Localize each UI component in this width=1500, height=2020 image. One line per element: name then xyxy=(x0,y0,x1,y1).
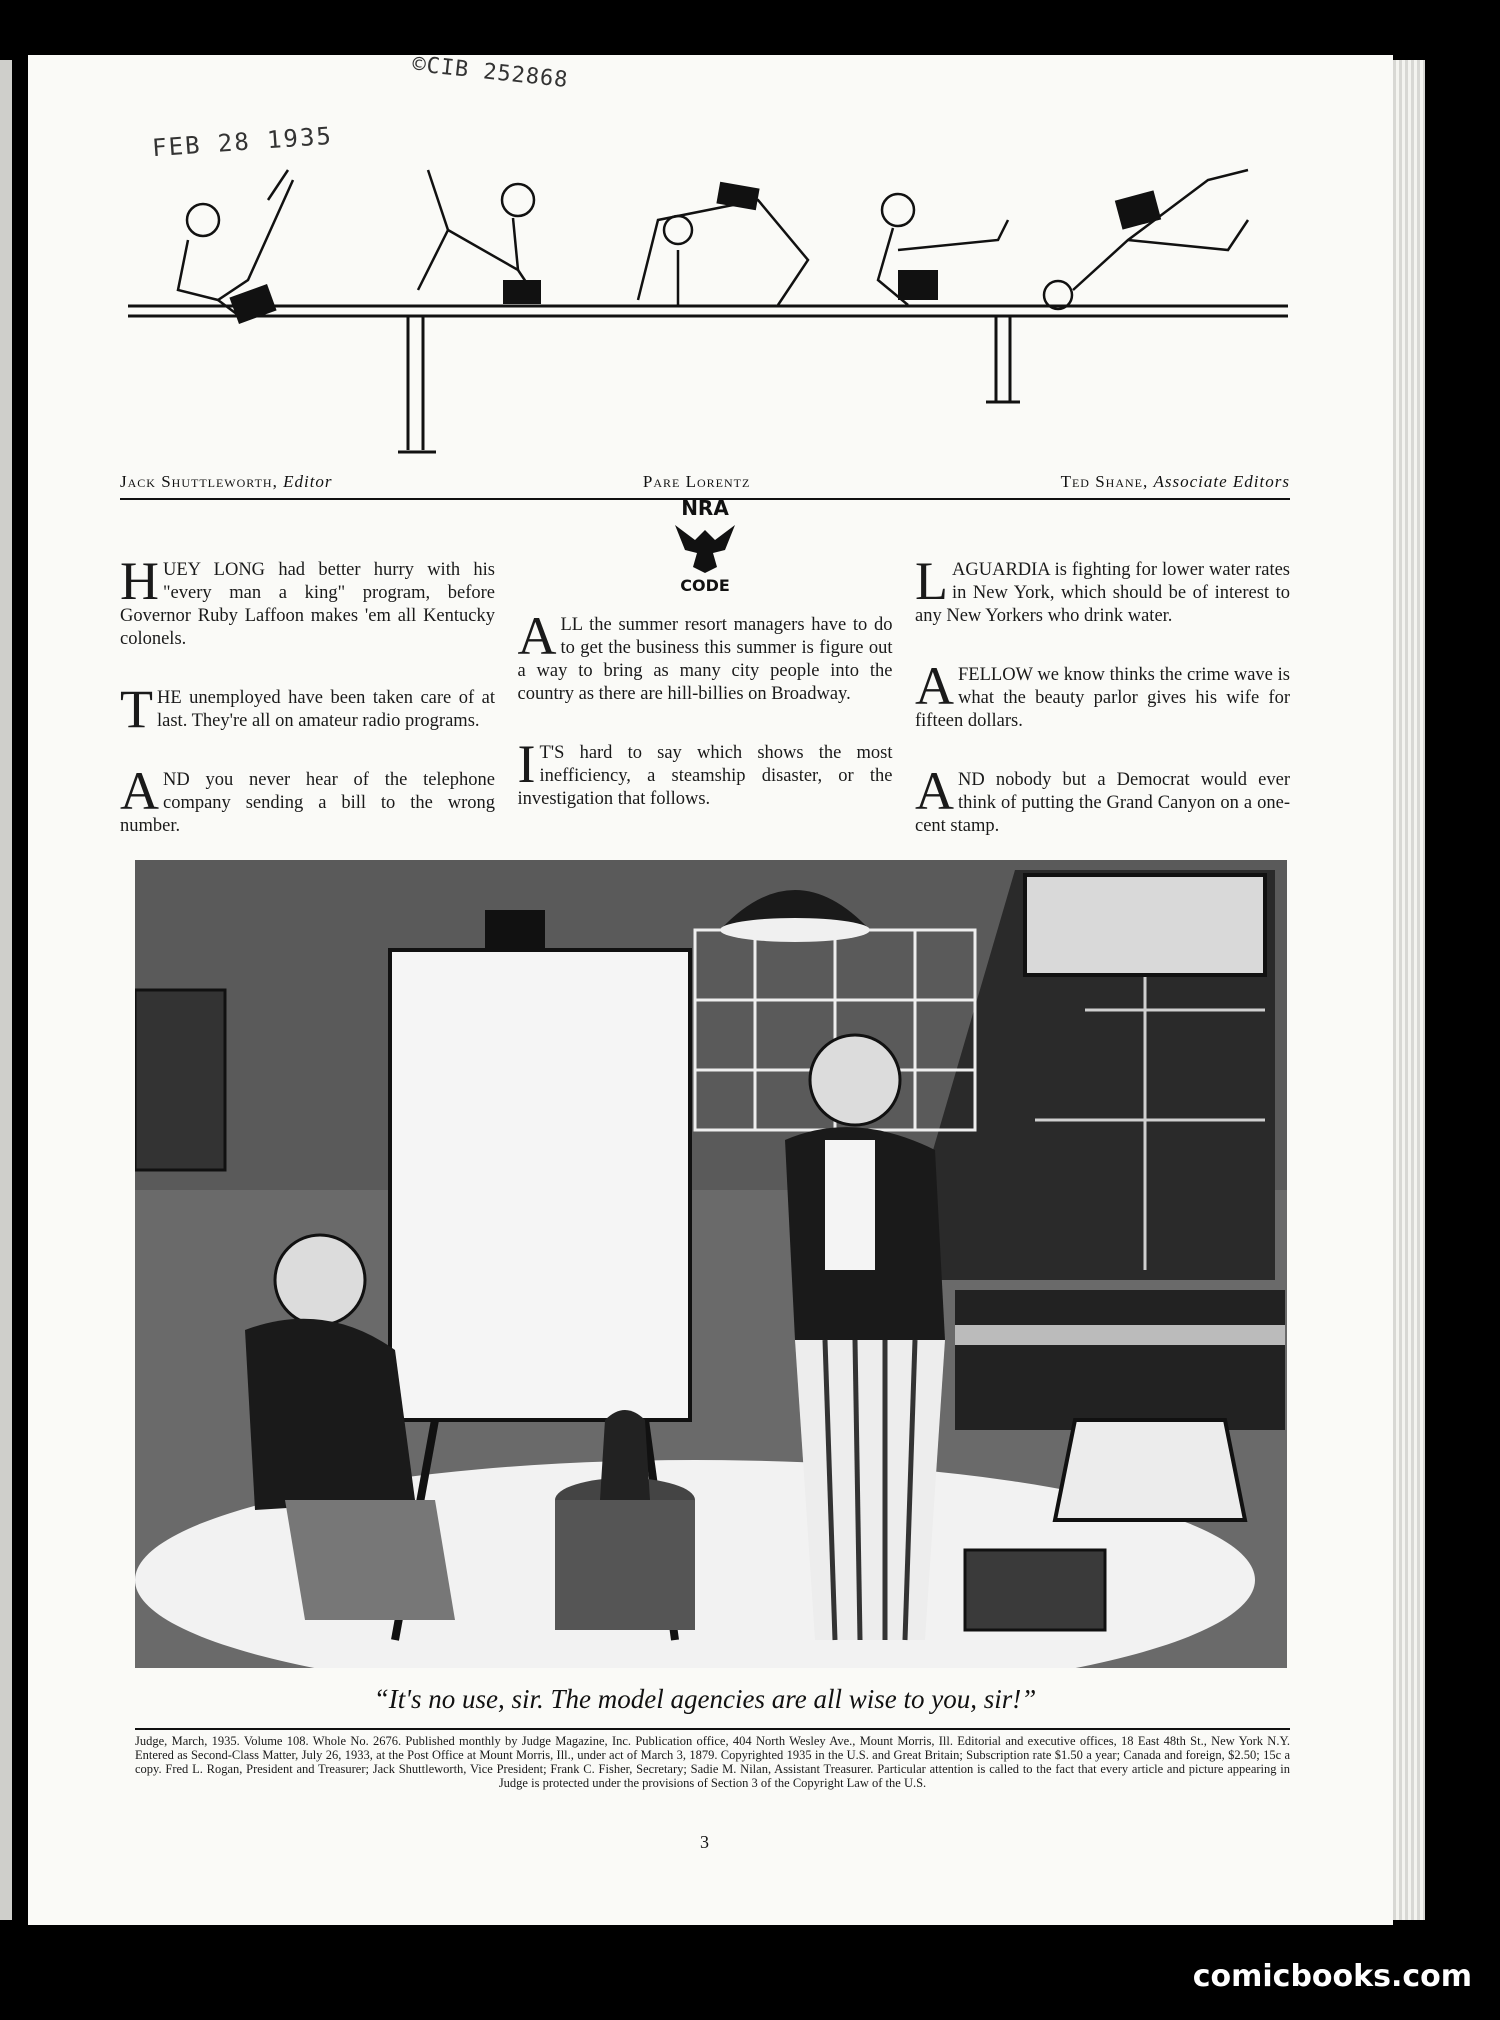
drop-cap: A xyxy=(120,760,159,821)
copyright-stamp: ©CIB 252868 xyxy=(411,51,570,94)
nra-eagle-icon xyxy=(665,495,745,595)
date-stamp: FEB 28 1935 xyxy=(151,121,334,163)
quip-text: UEY LONG had better hurry with his "every man a king" program, before Governor Ruby Laffoon makes 'em all Kentucky colonels. xyxy=(120,559,495,649)
quip-item xyxy=(120,760,495,838)
quip-item xyxy=(120,550,495,651)
cartoon-caption: “It's no use, sir. The model agencies are all wise to you, sir!” xyxy=(373,1684,1037,1714)
associate-editor-credit xyxy=(1061,472,1290,492)
quip-text: T'S hard to say which shows the most inefficiency, a steamship disaster, or the investigation that follows. xyxy=(517,742,893,809)
quip-text: FELLOW we know thinks the crime wave is what the beauty parlor gives his wife for fifteen dollars. xyxy=(915,664,1290,731)
quip-text: ND nobody but a Democrat would ever think of putting the Grand Canyon on a one-cent stamp. xyxy=(915,769,1290,836)
page-stack-edges xyxy=(1393,60,1425,1920)
associate-editor-name: Ted Shane, xyxy=(1060,472,1149,491)
drop-cap: H xyxy=(120,550,159,611)
drop-cap: T xyxy=(120,678,153,739)
quip-item xyxy=(517,605,893,706)
quips-columns xyxy=(120,496,1290,840)
quip-text: HE unemployed have been taken care of at last. They're all on amateur radio programs. xyxy=(157,687,495,731)
quips-column-2 xyxy=(517,496,893,840)
editor-name: Jack Shuttleworth, xyxy=(120,472,278,491)
quip-text: ND you never hear of the telephone company sending a bill to the wrong number. xyxy=(120,769,495,836)
quip-item xyxy=(517,733,893,811)
editor-credit xyxy=(120,472,333,492)
publication-colophon: Judge, March, 1935. Volume 108. Whole No. 2676. Published monthly by Judge Magazine, Inc. Publication office, 404 North Wesley Ave., Mount Morris, Ill. Editorial and executive offices, 18 East 48th St., New York N.Y. Entered as Second-Class Matter, July 26, 1933, at the Post Office at Mount Morris, Ill., under act of March 3, 1879. Copyrighted 1935 in the U.S. and Great Britain; Subscription rate $1.50 a year; Canada and foreign, $2.50; 15c a copy. Fred L. Rogan, President and Treasurer; Jack Shuttleworth, Vice President; Frank C. Fisher, Secretary; Sadie M. Nilan, Assistant Treasurer. Particular attention is called to the fact that every article and picture appearing in Judge is protected under the provisions of Section 3 of the Copyright Law of the U.S. xyxy=(135,1728,1290,1790)
quip-item xyxy=(915,760,1290,838)
watermark-text: comicbooks.com xyxy=(1192,1959,1472,1994)
co-editor-name: Pare Lorentz xyxy=(642,472,751,491)
quip-item xyxy=(915,550,1290,628)
page-number: 3 xyxy=(700,1832,709,1852)
quip-item xyxy=(915,655,1290,733)
quip-text: AGUARDIA is fighting for lower water rates in New York, which should be of interest to any New Yorkers who drink water. xyxy=(915,559,1290,626)
quips-column-3 xyxy=(915,540,1290,840)
nra-badge-top: NRA xyxy=(681,496,729,520)
quip-item xyxy=(120,678,495,739)
quip-text: LL the summer resort managers have to do to get the business this summer is figure out a way to bring as many city people into the country as there are hill-billies on Broadway. xyxy=(517,614,893,704)
drop-cap: L xyxy=(915,550,948,611)
studio-cartoon-illustration xyxy=(135,860,1287,1668)
masthead-gymnasts-illustration xyxy=(118,140,1298,460)
drop-cap: A xyxy=(517,605,557,666)
quips-column-1 xyxy=(120,540,495,840)
left-page-edge xyxy=(0,60,12,1920)
drop-cap: A xyxy=(915,655,954,716)
editor-role: Editor xyxy=(283,472,333,491)
drop-cap: A xyxy=(915,760,954,821)
associate-editor-role: Associate Editors xyxy=(1153,472,1290,491)
nra-badge-bottom: CODE xyxy=(680,576,730,595)
drop-cap: I xyxy=(517,733,536,794)
